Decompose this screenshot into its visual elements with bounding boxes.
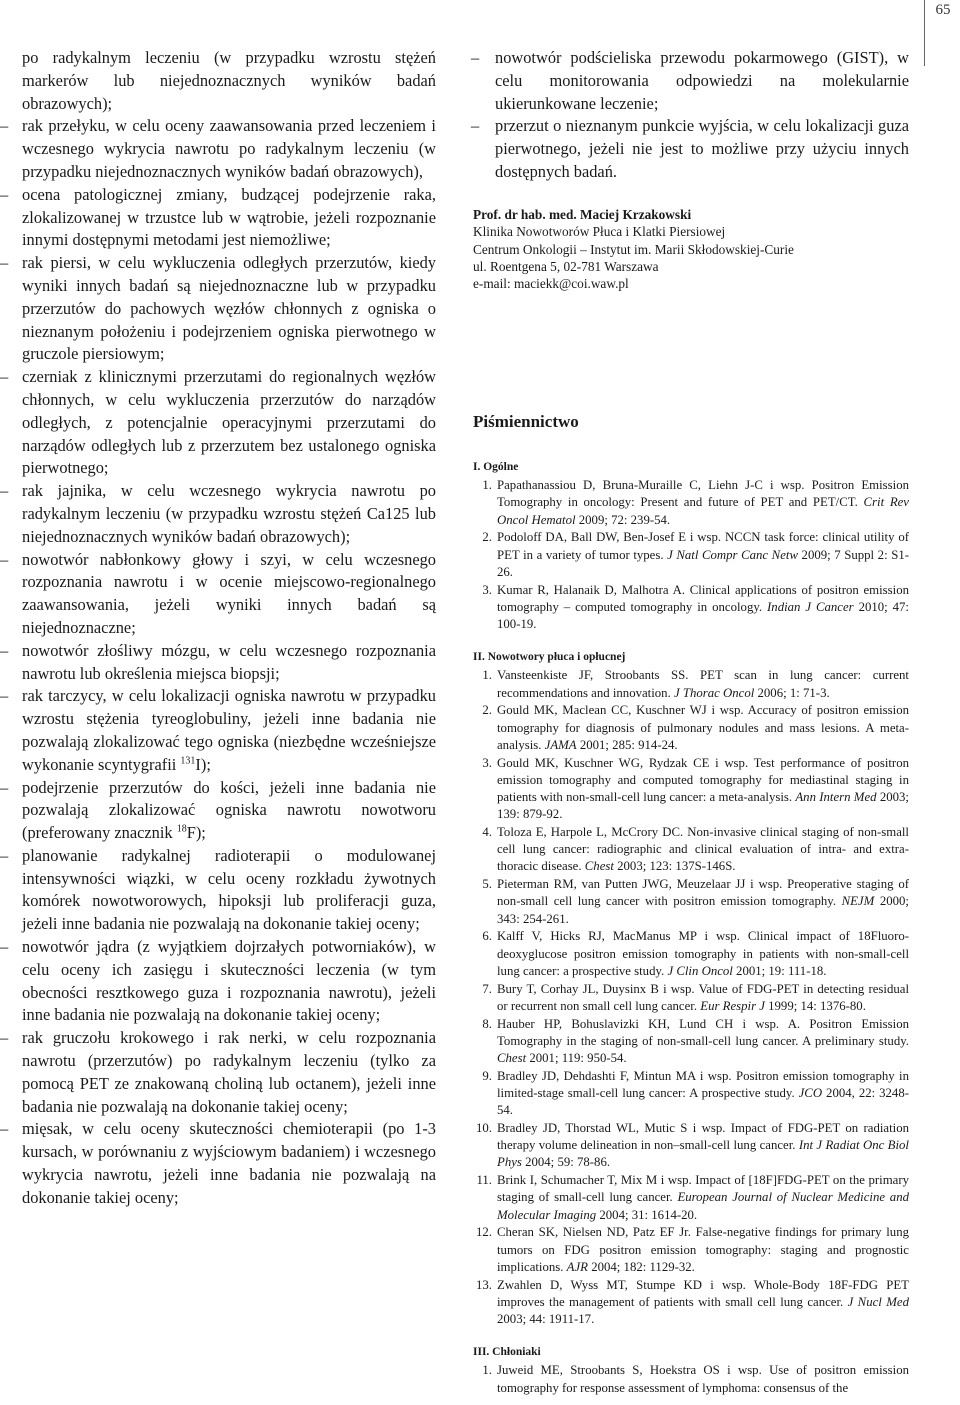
right-column-list xyxy=(473,47,909,184)
list-item: – rak gruczołu krokowego i rak nerki, w celu rozpoznania nawrotu (przerzutów) po radykalnym leczeniu (tylko za pomocą PET ze znakowaną choliną lub octanem), jeżeli inne badania nie pozwalają na dokonanie takiej oceny; xyxy=(0,1028,436,1116)
list-item: – czerniak z klinicznymi przerzutami do regionalnych węzłów chłonnych, w celu wykluczenia przerzutów do narządów odległych, z potencjalnie operacyjnymi przerzutami do narządów odległych lub z przerzutem bez ustalonego ogniska pierwotnego; xyxy=(0,367,436,478)
header-rule xyxy=(924,0,925,66)
journal-name: Chest xyxy=(497,1051,527,1066)
journal-name: Ann Intern Med xyxy=(795,790,877,805)
reference-item: 10. Bradley JD, Thorstad WL, Mutic S i wsp. Impact of FDG-PET on radiation therapy volume delineation in non–small-cell lung cancer. Int J Radiat Onc Biol Phys 2004; 59: 78-86. xyxy=(476,1121,909,1170)
reference-list xyxy=(473,667,909,1328)
references-section-title: I. Ogólne xyxy=(473,461,519,473)
list-item: – rak jajnika, w celu wczesnego wykrycia nawrotu po radykalnym leczeniu (w przypadku wzrostu stężeń Ca125 lub niejednoznacznych wyników badań obrazowych); xyxy=(0,481,436,546)
reference-item: 6. Kalff V, Hicks RJ, MacManus MP i wsp. Clinical impact of 18Fluoro-deoxyglucose positron emission tomography in patients with non-small-cell lung cancer: a prospective study. J Clin Oncol 2001; 19: 111-18. xyxy=(482,929,909,978)
journal-name: JCO xyxy=(798,1086,823,1101)
journal-name: J Thorac Oncol xyxy=(673,685,755,700)
reference-item: 5. Pieterman RM, van Putten JWG, Meuzelaar JJ i wsp. Preoperative staging of non-small cell lung cancer with positron emission tomography. NEJM 2000; 343: 254-261. xyxy=(482,877,909,926)
journal-name: Eur Respir J xyxy=(700,998,765,1013)
list-item-thyroid: – rak tarczycy, w celu lokalizacji ogniska nawrotu w przypadku wzrostu stężenia tyreoglobuliny, jeżeli inne badania nie pozwalają zlokalizować tego ogniska (niezbędne wcześniejsze wykonanie scyntygrafii $^{131}$I); xyxy=(0,686,436,774)
reference-item: 11. Brink I, Schumacher T, Mix M i wsp. Impact of [18F]FDG-PET on the primary staging of small-cell lung cancer. European Journal of Nuclear Medicine and Molecular Imaging 2004; 31: 1614-20. xyxy=(476,1173,909,1222)
list-item: – przerzut o nieznanym punkcie wyjścia, w celu lokalizacji guza pierwotnego, jeżeli nie jest to możliwe przy użyciu innych dostępnych badań. xyxy=(471,116,909,181)
journal-name: AJR xyxy=(566,1259,588,1274)
reference-item: 1. Juweid ME, Stroobants S, Hoekstra OS i wsp. Use of positron emission tomography for response assessment of lymphoma: consensus of the xyxy=(482,1363,909,1395)
reference-item: 2. Podoloff DA, Ball DW, Ben-Josef E i wsp. NCCN task force: clinical utility of PET in a variety of tumor types. J Natl Compr Canc Netw 2009; 7 Suppl 2: S1-26. xyxy=(482,530,909,579)
journal-name: J Natl Compr Canc Netw xyxy=(667,547,798,562)
author-affiliation: Klinika Nowotworów Płuca i Klatki Piersiowej xyxy=(473,224,726,240)
list-item: – nowotwór złośliwy mózgu, w celu wczesnego rozpoznania nawrotu lub określenia miejsca biopsji; xyxy=(0,640,436,683)
reference-item: 3. Kumar R, Halanaik D, Malhotra A. Clinical applications of positron emission tomography – computed tomography in oncology. Indian J Cancer 2010; 47: 100-19. xyxy=(482,582,909,632)
list-item: – planowanie radykalnej radioterapii o modulowanej intensywności wiązki, w celu oceny rozkładu żywotnych komórek nowotworowych, hipoksji lub proliferacji guza, jeżeli inne badania nie pozwalają na dokonanie takiej oceny; xyxy=(0,845,436,934)
reference-item: 1. Vansteenkiste JF, Stroobants SS. PET scan in lung cancer: current recommendations and innovation. J Thorac Oncol 2006; 1: 71-3. xyxy=(482,668,909,700)
list-item: – ocena patologicznej zmiany, budzącej podejrzenie raka, zlokalizowanej w trzustce lub w wątrobie, jeżeli rozpoznanie innymi dostępnymi metodami jest niemożliwe; xyxy=(0,184,436,250)
author-address: ul. Roentgena 5, 02-781 Warszawa xyxy=(473,258,659,274)
author-name: Prof. dr hab. med. Maciej Krzakowski xyxy=(473,207,692,222)
references-heading: Piśmiennictwo xyxy=(473,412,579,431)
journal-name: European Journal of Nuclear Medicine and Molecular Imaging xyxy=(497,1190,909,1222)
list-item: – nowotwór jądra (z wyjątkiem dojrzałych potworniaków), w celu oceny ich zasięgu i skuteczności leczenia (w tym obecności resztkowego guza i rozpoznania nawrotu), jeżeli inne badania nie pozwalają na dokonanie takiej oceny; xyxy=(0,937,436,1025)
journal-name: J Nucl Med xyxy=(847,1294,909,1309)
references-section-title: III. Chłoniaki xyxy=(473,1346,541,1359)
list-item: – rak piersi, w celu wykluczenia odległych przerzutów, kiedy wyniki innych badań są niejednoznaczne lub w przypadku przerzutów do pachowych węzłów chłonnych z ogniska o nieznanym położeniu i podejrzeniem ogniska pierwotnego w gruczole piersiowym; xyxy=(0,253,436,364)
journal-name: Chest xyxy=(584,859,614,874)
references-section-title: II. Nowotwory płuca i opłucnej xyxy=(473,651,626,664)
author-email: e-mail: maciekk@coi.waw.pl xyxy=(473,276,629,292)
reference-item: 12. Cheran SK, Nielsen ND, Patz EF Jr. False-negative findings for primary lung tumors on FDG positron emission tomography: staging and prognostic implications. AJR 2004; 182: 1129-32. xyxy=(476,1225,909,1274)
list-item: – nowotwór nabłonkowy głowy i szyi, w celu wczesnego rozpoznania nawrotu i w ocenie miejscowo-regionalnego zaawansowania, jeżeli wyniki innych badań są niejednoznaczne; xyxy=(0,549,436,637)
reference-item: 4. Toloza E, Harpole L, McCrory DC. Non-invasive clinical staging of non-small cell lung cancer: radiographic and clinical evaluation of intra- and extra-thoracic disease. Chest 2003; 123: 137S-146S. xyxy=(482,825,909,874)
journal-name: J Clin Oncol xyxy=(667,963,733,978)
left-column xyxy=(0,47,436,1210)
author-block xyxy=(473,206,909,292)
journal-name: Indian J Cancer xyxy=(767,599,854,614)
list-item: – rak przełyku, w celu oceny zaawansowania przed leczeniem i wczesnego wykrycia nawrotu po radykalnym leczeniu (w przypadku niejednoznacznych wyników badań obrazowych), xyxy=(0,116,436,181)
reference-item: 8. Hauber HP, Bohuslavizki KH, Lund CH i wsp. A. Positron Emission Tomography in the staging of non-small-cell lung cancer. A preliminary study. Chest 2001; 119: 950-54. xyxy=(482,1016,909,1066)
list-item-bone: – podejrzenie przerzutów do kości, jeżeli inne badania nie pozwalają zlokalizować ogniska nawrotu nowotworu (preferowany znacznik $^{18}$F); xyxy=(0,777,436,843)
reference-item: 1. Papathanassiou D, Bruna-Muraille C, Liehn J-C i wsp. Positron Emission Tomography in oncology: Present and future of PET and PET/CT. Crit Rev Oncol Hematol 2009; 72: 239-54. xyxy=(482,478,909,527)
reference-item: 13. Zwahlen D, Wyss MT, Stumpe KD i wsp. Whole-Body 18F-FDG PET improves the management of patients with small cell lung cancer. J Nucl Med 2003; 44: 1911-17. xyxy=(476,1277,909,1327)
list-item: – nowotwór podścieliska przewodu pokarmowego (GIST), w celu monitorowania odpowiedzi na molekularnie ukierunkowane leczenie; xyxy=(471,48,909,113)
references-list xyxy=(473,459,909,1397)
journal-name: NEJM xyxy=(841,894,875,909)
journal-name: Crit Rev Oncol Hematol xyxy=(497,495,909,527)
reference-item: 7. Bury T, Corhay JL, Duysinx B i wsp. Value of FDG-PET in detecting residual or recurrent non small cell lung cancer. Eur Respir J 1999; 14: 1376-80. xyxy=(482,981,909,1013)
reference-item: 2. Gould MK, Maclean CC, Kuschner WJ i wsp. Accuracy of positron emission tomography for diagnosis of pulmonary nodules and mass lesions. A meta-analysis. JAMA 2001; 285: 914-24. xyxy=(482,703,909,752)
reference-list xyxy=(473,1362,909,1396)
journal-name: Int J Radiat Onc Biol Phys xyxy=(497,1138,909,1170)
intro-paragraph: po radykalnym leczeniu (w przypadku wzrostu stężeń markerów lub niejednoznacznych wyników badań obrazowych); xyxy=(22,48,436,113)
journal-name: JAMA xyxy=(544,737,577,752)
reference-item: 3. Gould MK, Kuschner WG, Rydzak CE i wsp. Test performance of positron emission tomography and computed tomography for mediastinal staging in patients with non-small-cell lung cancer: a meta-analysis. Ann Intern Med 2003; 139: 879-92. xyxy=(482,755,909,822)
list-item: – mięsak, w celu oceny skuteczności chemioterapii (po 1-3 kursach, w porównaniu z wyjściowym badaniem) i wczesnego wykrycia nawrotu, jeżeli inne badania nie pozwalają na dokonanie takiej oceny; xyxy=(0,1119,436,1207)
author-institute: Centrum Onkologii – Instytut im. Marii Skłodowskiej-Curie xyxy=(473,241,794,257)
reference-item: 9. Bradley JD, Dehdashti F, Mintun MA i wsp. Positron emission tomography in limited-stage small-cell lung cancer: A prospective study. JCO 2004, 22: 3248-54. xyxy=(482,1068,909,1118)
page-number: 65 xyxy=(935,2,951,18)
reference-list xyxy=(473,477,909,633)
indication-list xyxy=(0,115,436,1209)
